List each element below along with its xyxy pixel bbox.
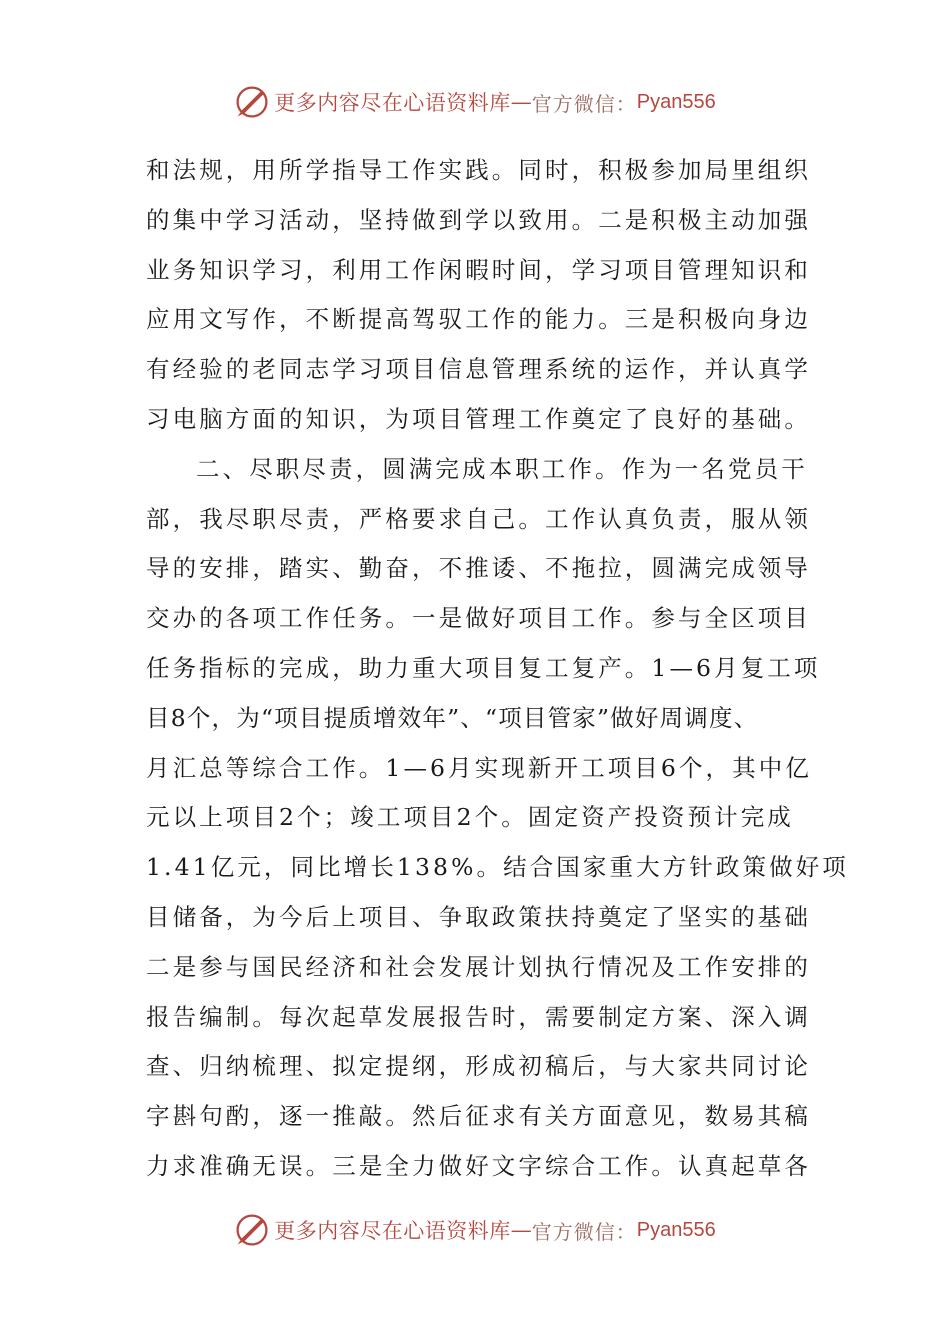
body-line-19: 查、归纳梳理、拟定提纲，形成初稿后，与大家共同讨论 <box>146 1052 811 1081</box>
body-line-8: 部，我尽职尽责，严格要求自己。工作认真负责，服从领 <box>146 504 811 533</box>
body-line-13: 月汇总等综合工作。1—6月实现新开工项目6个，其中亿 <box>146 753 812 782</box>
body-line-1: 和法规，用所学指导工作实践。同时，积极参加局里组织 <box>146 156 811 184</box>
body-line-16: 目储备，为今后上项目、争取政策扶持奠定了坚实的基础 <box>146 902 811 931</box>
body-line-7: 二、尽职尽责，圆满完成本职工作。作为一名党员干 <box>196 454 808 483</box>
body-line-5: 有经验的老同志学习项目信息管理系统的运作，并认真学 <box>146 355 811 384</box>
footer-dash: — <box>510 1218 532 1242</box>
body-line-3: 业务知识学习，利用工作闲暇时间，学习项目管理知识和 <box>146 255 811 284</box>
body-line-18: 报告编制。每次起草发展报告时，需要制定方案、深入调 <box>146 1002 811 1031</box>
body-line-6: 习电脑方面的知识，为项目管理工作奠定了良好的基础。 <box>146 404 811 433</box>
footer-wechat-id: Pyan556 <box>636 1218 716 1241</box>
footer-site-name: 更多内容尽在心语资料库 <box>274 1219 511 1243</box>
header-wechat-label: 官方微信： <box>531 91 637 116</box>
header-site-name: 更多内容尽在心语资料库 <box>274 91 511 115</box>
body-line-10: 交办的各项工作任务。一是做好项目工作。参与全区项目 <box>146 604 811 633</box>
body-line-14: 元以上项目2个；竣工项目2个。固定资产投资预计完成 <box>146 803 794 832</box>
body-line-2: 的集中学习活动，坚持做到学以致用。二是积极主动加强 <box>146 205 811 234</box>
body-line-17: 二是参与国民经济和社会发展计划执行情况及工作安排的 <box>146 952 811 981</box>
body-line-4: 应用文写作，不断提高驾驭工作的能力。三是积极向身边 <box>146 305 811 334</box>
footer-banner <box>0 1210 950 1250</box>
body-line-15: 1.41亿元，同比增长138%。结合国家重大方针政策做好项 <box>146 853 849 882</box>
footer-wechat-label: 官方微信： <box>531 1219 637 1244</box>
body-line-11: 任务指标的完成，助力重大项目复工复产。1—6月复工项 <box>146 653 821 682</box>
body-line-9: 导的安排，踏实、勤奋，不推诿、不拖拉，圆满完成领导 <box>146 554 811 583</box>
body-line-20: 字斟句酌，逐一推敲。然后征求有关方面意见，数易其稿 <box>146 1102 811 1131</box>
pen-logo-icon <box>234 1212 270 1248</box>
header-dash: — <box>510 90 532 114</box>
header-wechat-id: Pyan556 <box>636 90 716 113</box>
pen-logo-icon <box>234 84 270 120</box>
body-line-12: 目8个，为“项目提质增效年”、“项目管家”做好周调度、 <box>146 703 759 732</box>
document-body <box>146 146 849 1192</box>
body-line-21: 力求准确无误。三是全力做好文字综合工作。认真起草各 <box>146 1151 811 1180</box>
header-banner <box>0 82 950 122</box>
